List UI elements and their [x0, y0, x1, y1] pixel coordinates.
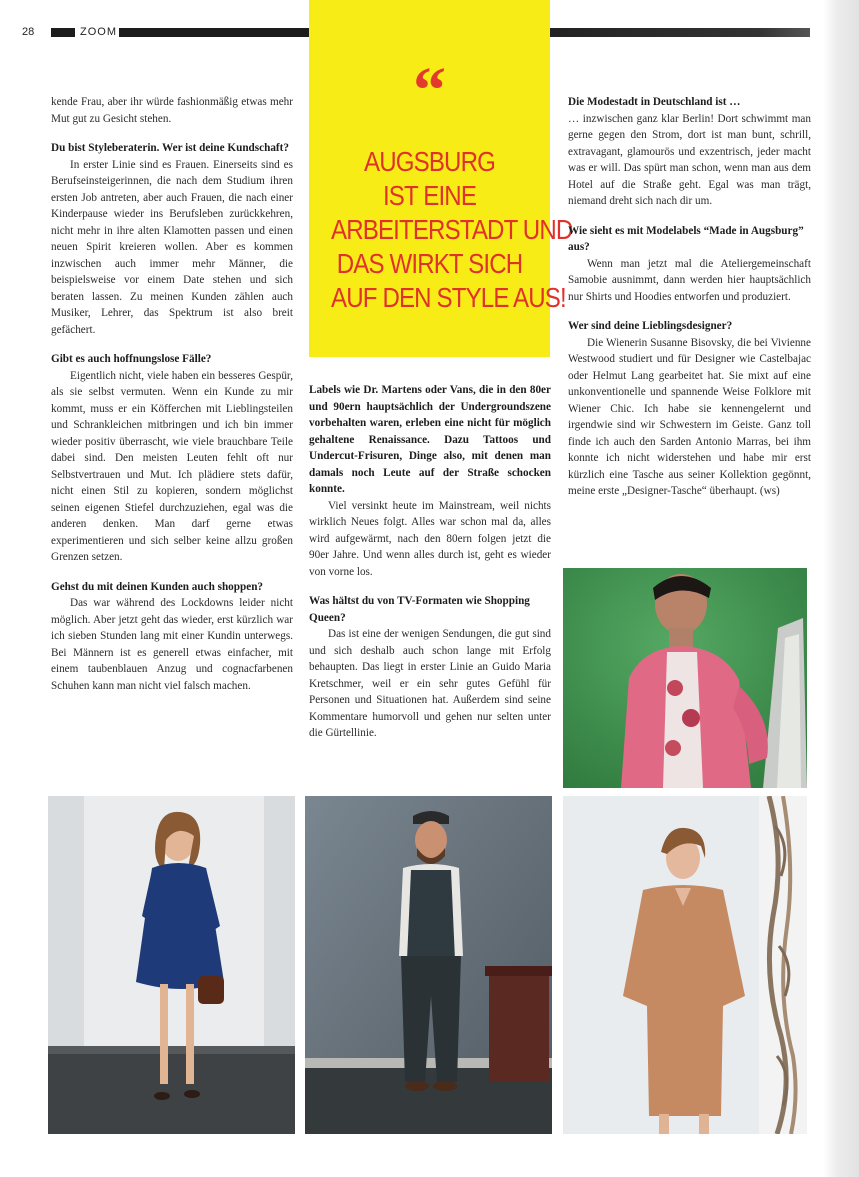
paragraph: Wenn man jetzt mal die Ateliergemeinschaft Samobie ausnimmt, dann werden hier hauptsächlich nur Shirts und Hoodies entworfen und produziert.: [568, 257, 811, 303]
interview-question: Du bist Styleberaterin. Wer ist deine Kundschaft?: [51, 142, 289, 154]
photo-woman-camel-dress: [563, 796, 807, 1134]
page-edge-shadow: [823, 0, 859, 1177]
paragraph: kende Frau, aber ihr würde fashionmäßig etwas mehr Mut gut zu Gesicht stehen.: [51, 96, 293, 125]
paragraph: Die Wienerin Susanne Bisovsky, die bei Vivienne Westwood studiert und für Designer wie Castelbajac oder Helmut Lang gearbeitet hat. Sie mixt auf eine unkonventionelle und spannende Weise Folklore mit Wiener Chic. Ich habe sie kennengelernt und irgendwie sind wir Schwestern im Geiste. Ganz toll finde ich auch den Sarden Antonio Marras, bei ihm konnte ich nicht widerstehen und habe mir erst kürzlich eine Tasche aus seiner Kollektion gegönnt, meine erste „Designer-Tasche“ überhaupt. (ws): [568, 336, 811, 497]
paragraph: Das ist eine der wenigen Sendungen, die gut sind und sich deshalb auch schon lange mit Erfolg behaupten. Das liegt in erster Linie an Guido Maria Kretschmer, weil er ein sehr gutes Gefühl für Personen und Situationen hat. Außerdem sind seine Kommentare humorvoll und gehen nur selten unter die Gürtellinie.: [309, 628, 551, 739]
quote-line: AUGSBURG: [364, 146, 495, 177]
quote-line: ARBEITERSTADT UND: [331, 214, 573, 245]
paragraph: Viel versinkt heute im Mainstream, weil nichts wirklich Neues folgt. Alles war schon mal da, alles wird aufgewärmt, nach den 80ern folgen jetzt die 90er Jahre. Und wenn alles durch ist, geht es wieder von vorne los.: [309, 499, 551, 578]
quote-line: DAS WIRKT SICH: [336, 248, 523, 279]
header-bar-left: [51, 28, 75, 37]
paragraph: Eigentlich nicht, viele haben ein besseres Gespür, als sie selbst vermuten. Wenn ein Kunde zu mir kommt, muss er ein Köfferchen mit Lieblingsteilen und Schrankleichen mitbringen und ich bin immer wieder positiv überrascht, wie viele brauchbare Teile dabei sind. Den meisten Leuten fehlt oft nur Selbstvertrauen und Mut. Ich plädiere stets dafür, nicht einen Stil zu kopieren, sondern möglichst seinen eigenen Stiefel durchzuziehen, egal was die anderen denken. Man darf gerne etwas experimentieren und sich selber keine allzu großen Grenzen setzen.: [51, 369, 293, 563]
paragraph: In erster Linie sind es Frauen. Einerseits sind es Berufseinsteigerinnen, die nach dem Studium ihren ersten Job antreten, aber auch Frauen, die nach einer Kinderpause wieder ins Berufsleben zurückkehren, nicht mehr in ihre alten Klamotten passen und einen neuen Spirit kreieren wollen. Aber es kommen inzwischen auch immer mehr Männer, die beispielsweise vor einem Date stehen und sich beraten lassen. Zu meinen Kunden zählen auch Musiker, Lehrer, das Spektrum ist also breit gefächert.: [51, 158, 293, 336]
pull-quote-text: [331, 145, 573, 315]
header-bar-right: [550, 28, 810, 37]
header-bar-middle: [119, 28, 309, 37]
quote-mark-icon: “: [413, 54, 446, 127]
photo-man-pink-jacket: [563, 568, 807, 788]
interview-question: Was hältst du von TV-Formaten wie Shopping Queen?: [309, 595, 530, 624]
photo-woman-blue-dress: [48, 796, 295, 1134]
interview-question: Gehst du mit deinen Kunden auch shoppen?: [51, 580, 264, 593]
interview-question: Gibt es auch hoffnungslose Fälle?: [51, 353, 212, 365]
interview-question: Wer sind deine Lieblingsdesigner?: [568, 320, 733, 332]
paragraph: … inzwischen ganz klar Berlin! Dort schwimmt man gerne gegen den Strom, dort ist man bunt, schrill, extravagant, glamourös und exzentrisch, jeder macht was er will. Das spürt man schon, wenn man aus dem Hotel auf die Straße geht. Egal was man trägt, niemand dreht sich nach dir um.: [568, 112, 811, 207]
interview-question: Wie sieht es mit Modelabels “Made in Augsburg” aus?: [568, 224, 804, 253]
bold-paragraph: Labels wie Dr. Martens oder Vans, die in den 80er und 90ern hauptsächlich der Undergroundszene vorbehalten waren, erleben eine nicht für möglich gehaltene Renaissance. Dazu Tattoos und Undercut-Frisuren, Dinge also, mit denen man damals noch Leute auf der Straße schocken konnte.: [309, 384, 551, 495]
article-column-3: [568, 94, 811, 500]
magazine-name: ZOOM: [80, 26, 117, 38]
photo-man-vest: [305, 796, 552, 1134]
article-column-1: [51, 94, 293, 694]
paragraph: Das war während des Lockdowns leider nicht möglich. Aber jetzt geht das wieder, erst kürzlich war ich sieben Stunden lang mit einer Kundin unterwegs. Bei Männern ist es generell etwas einfacher, mit einem taubenblauen Anzug und cognacfarbenen Schuhen kann man nicht viel falsch machen.: [51, 597, 293, 692]
interview-question: Die Modestadt in Deutschland ist …: [568, 96, 741, 108]
quote-line: AUF DEN STYLE AUS!: [331, 282, 566, 313]
page-number: 28: [22, 26, 35, 38]
article-column-2: [309, 382, 551, 742]
pull-quote-box: [309, 0, 573, 357]
quote-line: IST EINE: [382, 180, 477, 211]
